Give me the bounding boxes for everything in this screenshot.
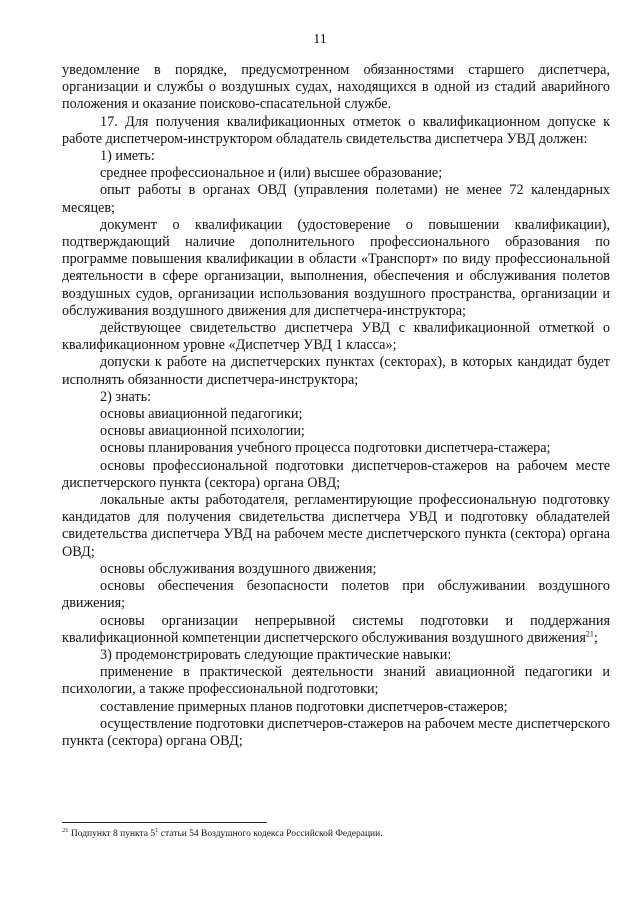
paragraph [62,389,610,406]
paragraph [62,699,610,716]
paragraph [62,354,610,388]
paragraph [62,492,610,561]
paragraph-text: основы организации непрерывной системы подготовки и поддержания квалификационной компетенции диспетчерского обслуживания воздушного движения [62,612,610,646]
paragraph-text: 3) продемонстрировать следующие практические навыки: [100,646,452,663]
paragraph-text: действующее свидетельство диспетчера УВД с квалификационной отметкой о квалификационном уровне «Диспетчер УВД 1 класса»; [62,320,610,354]
footnote [62,828,610,840]
paragraph [62,406,610,423]
paragraph-text: основы профессиональной подготовки диспетчеров-стажеров на рабочем месте диспетчерского пункта (сектора) органа ОВД; [62,457,610,491]
footnote-text-end: статьи 54 Воздушного кодекса Российской Федерации. [158,829,383,839]
paragraph [62,62,610,114]
paragraph-text: допуски к работе на диспетчерских пунктах (секторах), в которых кандидат будет исполнять обязанности диспетчера-инструктора; [62,354,610,388]
paragraph-text: среднее профессиональное и (или) высшее образование; [100,165,443,182]
paragraph [62,716,610,750]
footnote-divider [62,822,267,823]
paragraph-text: основы планирования учебного процесса подготовки диспетчера-стажера; [100,440,551,457]
paragraph-text: уведомление в порядке, предусмотренном обязанностями старшего диспетчера, организации и службы о воздушных судах, находящихся в одной из стадий аварийного положения и оказание поисково-спасательной службе. [62,62,610,113]
paragraph [62,440,610,457]
paragraph [62,561,610,578]
footnote-superscript: 1 [155,826,159,834]
paragraph [62,148,610,165]
paragraph-text: документ о квалификации (удостоверение о повышении квалификации), подтверждающий наличие дополнительного профессионального образования по программе повышения квалификации в области «Транспорт» по виду профессиональной деятельности в сфере организации, выполнения, обеспечения и обслуживания полетов воздушных судов, организации использования воздушного пространства, организации и обслуживания воздушного движения для диспетчера-инструктора; [62,216,610,319]
paragraph-text: 17. Для получения квалификационных отметок о квалификационном допуске к работе диспетчером-инструктором обладатель свидетельства диспетчера УВД должен: [62,113,610,147]
paragraph [62,664,610,698]
paragraph [62,458,610,492]
paragraph [62,217,610,320]
footnote-text-start: Подпункт 8 пункта 5 [70,829,156,839]
paragraph [62,578,610,612]
paragraph [62,182,610,216]
paragraph-text: составление примерных планов подготовки диспетчеров-стажеров; [100,698,508,715]
paragraph [62,423,610,440]
footnote-reference: 21 [585,628,594,638]
paragraph [62,114,610,148]
paragraph [62,647,610,664]
paragraph-text: локальные акты работодателя, регламентирующие профессиональную подготовку кандидатов для получения свидетельства диспетчера УВД и подготовку обладателей свидетельства диспетчера УВД на рабочем месте диспетчерского пункта (сектора) органа ОВД; [62,492,610,560]
paragraph-text: 2) знать: [100,388,152,405]
paragraph-text: применение в практической деятельности знаний авиационной педагогики и психологии, а также профессиональной подготовки; [62,664,610,698]
paragraph-text: 1) иметь: [100,148,155,165]
paragraph-text: осуществление подготовки диспетчеров-стажеров на рабочем месте диспетчерского пункта (сектора) органа ОВД; [62,715,610,749]
paragraph-text: основы обслуживания воздушного движения; [100,560,377,577]
paragraph [62,320,610,354]
document-body [62,62,610,750]
paragraph-text: основы авиационной психологии; [100,423,305,440]
paragraph [62,165,610,182]
paragraph-text: опыт работы в органах ОВД (управления полетами) не менее 72 календарных месяцев; [62,182,610,216]
footnote-marker: 21 [62,826,69,834]
page-number: 11 [313,32,327,47]
paragraph-text: основы обеспечения безопасности полетов при обслуживании воздушного движения; [62,578,610,612]
paragraph [62,613,610,647]
paragraph-text: основы авиационной педагогики; [100,406,303,423]
paragraph-tail: ; [593,629,598,646]
